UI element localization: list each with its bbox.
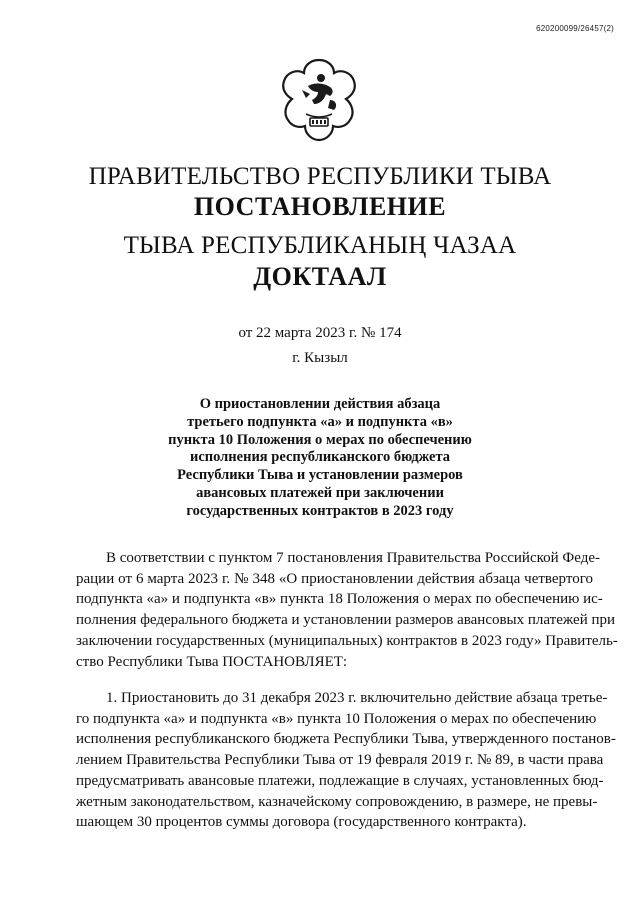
paragraph-line: жетным законодательством, казначейскому сопровождению, в размере, не превы- [76,793,598,810]
decree-title: ПОСТАНОВЛЕНИЕ [193,192,447,221]
paragraph-line: подпункта «а» и подпункта «в» пункта 18 Положения о мерах по обеспечению ис- [76,591,603,608]
government-title: ПРАВИТЕЛЬСТВО РЕСПУБЛИКИ ТЫВА [88,163,552,190]
paragraph-line: лением Правительства Республики Тыва от 19 февраля 2019 г. № 89, в части права [76,752,604,769]
subject-line: Республики Тыва и установлении размеров [177,467,463,484]
emblem-icon [278,56,360,144]
decree-date-number: от 22 марта 2023 г. № 174 [238,325,402,341]
government-title-tyva: ТЫВА РЕСПУБЛИКАНЫҢ ЧАЗАА [123,232,517,259]
document-number: 620200099/26457(2) [536,24,614,33]
subject-line: О приостановлении действия абзаца [199,396,441,412]
subject-line: пункта 10 Положения о мерах по обеспечению [168,431,472,448]
paragraph-line: 1. Приостановить до 31 декабря 2023 г. включительно действие абзаца третье- [106,690,608,706]
subject-line: исполнения республиканского бюджета [189,449,451,466]
paragraph-line: исполнения республиканского бюджета Республики Тыва, утвержденного постанов- [76,731,616,748]
paragraph-line: предусматривать авансовые платежи, подлежащие в случаях, установленных бюд- [76,772,604,789]
subject-line: авансовых платежей при заключении [196,484,444,501]
subject-line: третьего подпункта «а» и подпункта «в» [187,413,453,430]
paragraph-line: заключении государственных (муниципальных) контрактов в 2023 году» Правитель- [76,632,618,649]
paragraph-line: полнения федерального бюджета и установлении размеров авансовых платежей при [76,612,616,629]
paragraph-line: ство Республики Тыва ПОСТАНОВЛЯЕТ: [76,653,348,670]
clause-1-paragraph [76,688,616,833]
paragraph-line: В соответствии с пунктом 7 постановления Правительства Российской Феде- [106,550,601,566]
decree-title-tyva: ДОКТААЛ [253,262,387,291]
coat-of-arms-emblem [278,56,360,144]
paragraph-line: го подпункта «а» и подпункта «в» пункта 10 Положения о мерах по обеспечению [76,710,597,727]
preamble-paragraph [76,548,618,672]
subject-line: государственных контрактов в 2023 году [186,502,454,519]
decree-subject [150,396,490,521]
paragraph-line: рации от 6 марта 2023 г. № 348 «О приостановлении действия абзаца четвертого [76,570,593,587]
paragraph-line: шающем 30 процентов суммы договора (государственного контракта). [76,814,527,831]
decree-city: г. Кызыл [292,350,348,366]
